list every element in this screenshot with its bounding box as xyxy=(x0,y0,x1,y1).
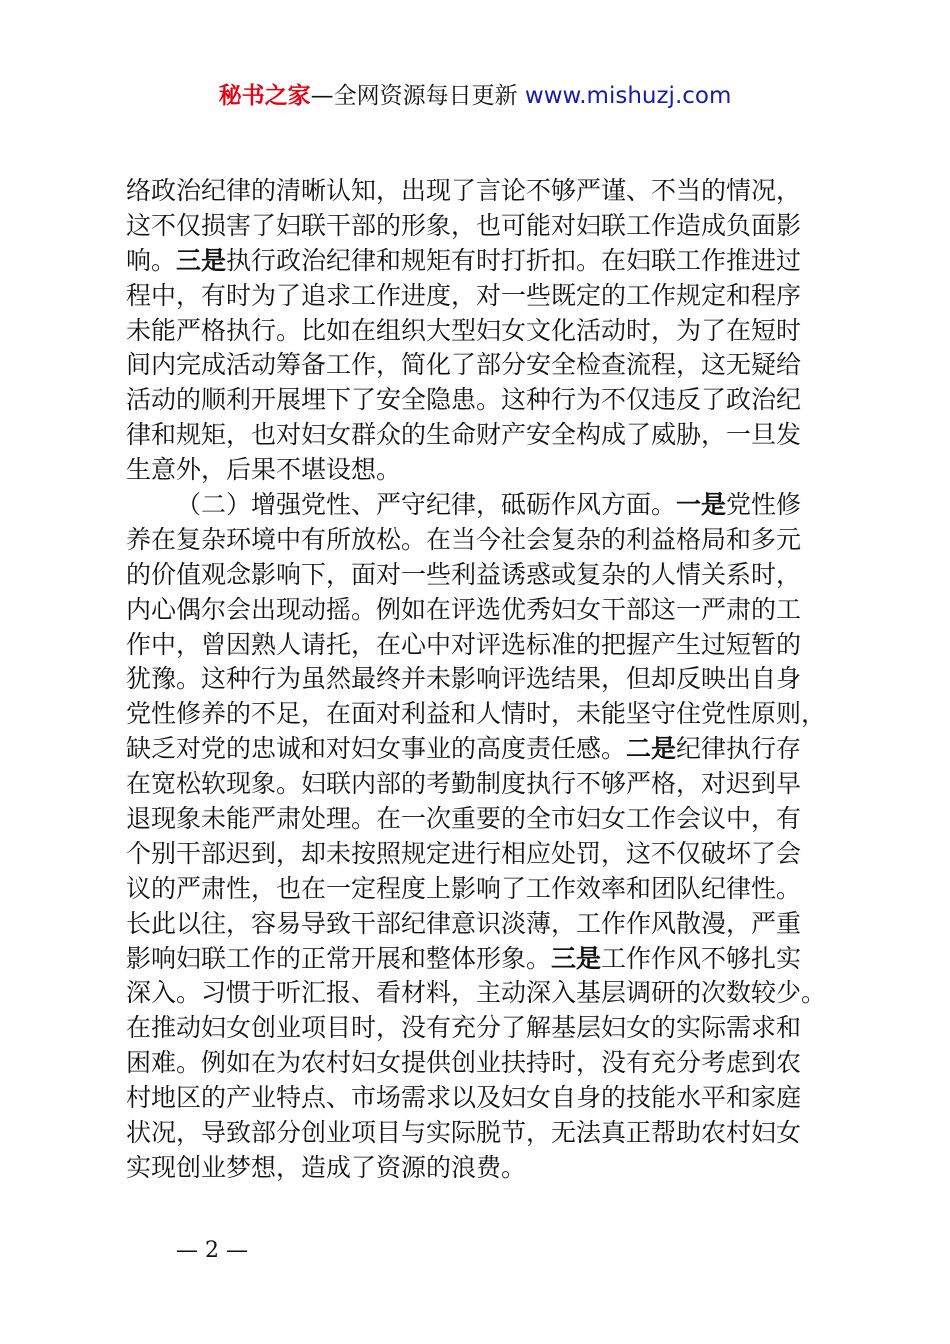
text-run: 这不仅损害了妇联干部的形象，也可能对妇联工作造成负面影 xyxy=(126,210,802,240)
text-line xyxy=(126,453,838,488)
text-line xyxy=(126,1116,838,1151)
text-line xyxy=(126,942,838,977)
text-run: 议的严肃性，也在一定程度上影响了工作效率和团队纪律性。 xyxy=(126,873,802,903)
text-run: 党性修 xyxy=(726,490,802,520)
text-line xyxy=(126,767,838,802)
text-run: 作中，曾因熟人请托，在心中对评选标准的把握产生过短暂的 xyxy=(126,629,802,659)
site-url-link[interactable]: www.mishuzj.com xyxy=(524,83,732,109)
text-line xyxy=(126,628,838,663)
text-run: 村地区的产业特点、市场需求以及妇女自身的技能水平和家庭 xyxy=(126,1083,802,1113)
text-line xyxy=(126,383,838,418)
text-line xyxy=(126,348,838,383)
text-line xyxy=(126,1081,838,1116)
text-run: 在推动妇女创业项目时，没有充分了解基层妇女的实际需求和 xyxy=(126,1013,802,1043)
text-line xyxy=(126,1011,838,1046)
text-line xyxy=(126,1151,838,1186)
text-line xyxy=(126,558,838,593)
text-run: 在宽松软现象。妇联内部的考勤制度执行不够严格，对迟到早 xyxy=(126,769,802,799)
bold-lead-phrase: 二是 xyxy=(626,734,677,764)
text-run: 的价值观念影响下，面对一些利益诱惑或复杂的人情关系时， xyxy=(126,559,802,589)
text-run: 络政治纪律的清晰认知，出现了言论不够严谨、不当的情况， xyxy=(126,176,802,205)
text-run: 响。 xyxy=(126,245,177,275)
text-line xyxy=(126,697,838,732)
text-run: 犹豫。这种行为虽然最终并未影响评选结果，但却反映出自身 xyxy=(126,664,802,694)
text-line xyxy=(126,872,838,907)
text-line xyxy=(126,418,838,453)
text-line xyxy=(126,593,838,628)
bold-lead-phrase: 一是 xyxy=(676,490,727,520)
brand-name: 秘书之家 xyxy=(218,83,311,109)
text-line xyxy=(126,174,838,209)
text-run: 状况，导致部分创业项目与实际脱节，无法真正帮助农村妇女 xyxy=(126,1118,802,1148)
text-run: 长此以往，容易导致干部纪律意识淡薄，工作作风散漫，严重 xyxy=(126,908,802,938)
text-line xyxy=(126,523,838,558)
text-line xyxy=(126,837,838,872)
text-run: 纪律执行存 xyxy=(676,734,802,764)
text-line xyxy=(126,662,838,697)
document-body xyxy=(126,174,838,1186)
text-run: 未能严格执行。比如在组织大型妇女文化活动时，为了在短时 xyxy=(126,315,802,345)
text-run: 养在复杂环境中有所放松。在当今社会复杂的利益格局和多元 xyxy=(126,524,802,554)
text-run: 个别干部迟到，却未按照规定进行相应处罚，这不仅破坏了会 xyxy=(126,838,802,868)
text-run: 程中，有时为了追求工作进度，对一些既定的工作规定和程序 xyxy=(126,280,802,310)
text-line xyxy=(126,244,838,279)
text-run: 律和规矩，也对妇女群众的生命财产安全构成了威胁，一旦发 xyxy=(126,420,802,450)
text-run: 生意外，后果不堪设想。 xyxy=(126,455,402,485)
text-line xyxy=(126,976,838,1011)
text-line xyxy=(126,907,838,942)
text-line xyxy=(126,279,838,314)
text-run: 间内完成活动筹备工作，简化了部分安全检查流程，这无疑给 xyxy=(126,350,802,380)
text-run: 影响妇联工作的正常开展和整体形象。 xyxy=(126,943,552,973)
page-number: — 2 — xyxy=(176,1238,248,1263)
header-tagline: —全网资源每日更新 xyxy=(310,83,525,109)
text-line xyxy=(126,314,838,349)
site-header xyxy=(0,80,950,112)
text-run: 困难。例如在为农村妇女提供创业扶持时，没有充分考虑到农 xyxy=(126,1048,802,1078)
text-run: （二）增强党性、严守纪律，砥砺作风方面。 xyxy=(176,490,677,520)
text-run: 工作作风不够扎实 xyxy=(601,943,802,973)
text-run: 党性修养的不足，在面对利益和人情时，未能坚守住党性原则， xyxy=(126,699,827,729)
text-run: 活动的顺利开展埋下了安全隐患。这种行为不仅违反了政治纪 xyxy=(126,385,802,415)
text-run: 退现象未能严肃处理。在一次重要的全市妇女工作会议中，有 xyxy=(126,804,802,834)
text-line xyxy=(126,1046,838,1081)
text-run: 执行政治纪律和规矩有时打折扣。在妇联工作推进过 xyxy=(226,245,802,275)
text-line xyxy=(126,488,838,523)
text-run: 内心偶尔会出现动摇。例如在评选优秀妇女干部这一严肃的工 xyxy=(126,594,802,624)
text-line xyxy=(126,802,838,837)
bold-lead-phrase: 三是 xyxy=(176,245,227,275)
text-run: 深入。习惯于听汇报、看材料，主动深入基层调研的次数较少。 xyxy=(126,978,827,1008)
text-run: 实现创业梦想，造成了资源的浪费。 xyxy=(126,1152,527,1182)
bold-lead-phrase: 三是 xyxy=(551,943,602,973)
text-line xyxy=(126,732,838,767)
text-line xyxy=(126,209,838,244)
text-run: 缺乏对党的忠诚和对妇女事业的高度责任感。 xyxy=(126,734,627,764)
